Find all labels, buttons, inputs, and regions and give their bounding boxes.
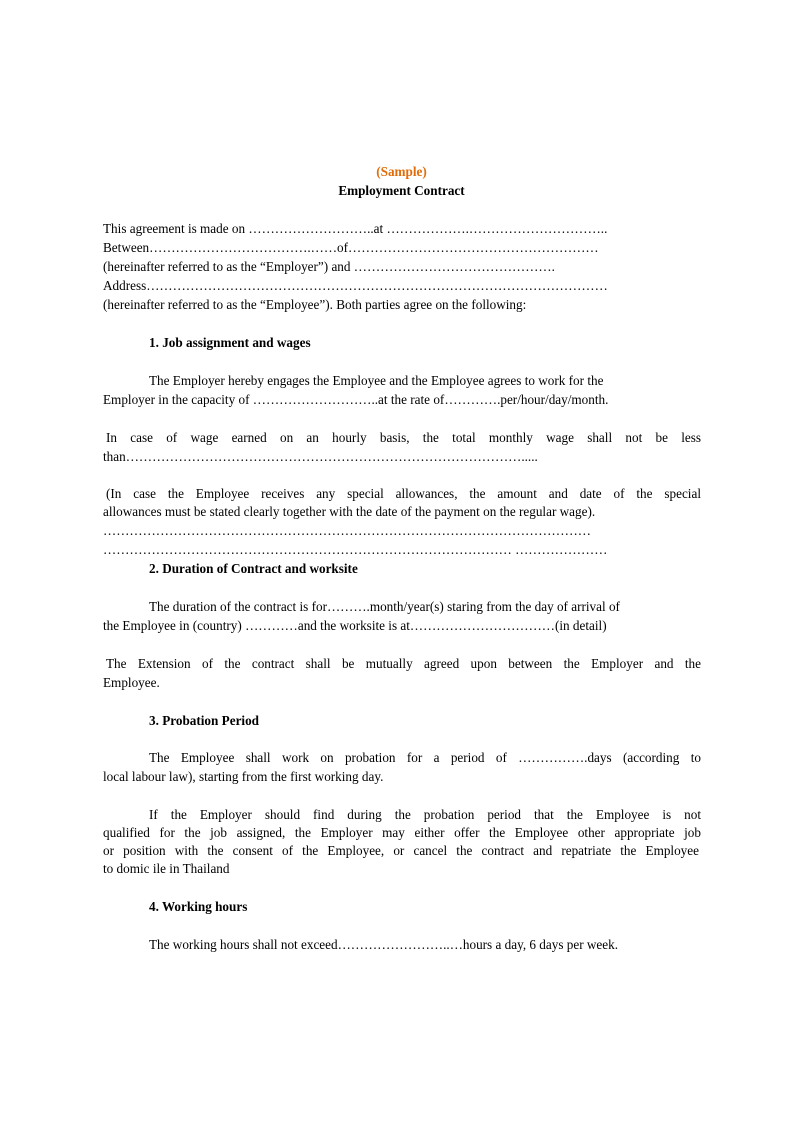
section-heading-probation: 3. Probation Period: [149, 713, 260, 728]
allowance-paragraph-line: …………………………………………………………………………………………………: [103, 523, 591, 538]
allowance-paragraph-line: ………………………………………………………………………………… …………………: [103, 542, 608, 557]
probation-paragraph-line: The Employee shall work on probation for a period of …………….days (according to: [149, 750, 701, 765]
probation-detail-line: to domic ile in Thailand: [103, 861, 230, 876]
section-heading-job-assignment: 1. Job assignment and wages: [149, 335, 311, 350]
job-paragraph-line: Employer in the capacity of ………………………..at the rate of………….per/hour/day/month.: [103, 392, 609, 407]
intro-line-between: Between……………………………….……of…………………………………………………: [103, 240, 599, 255]
intro-line-date: This agreement is made on ………………………..at ……………….…………………………..: [103, 221, 608, 236]
section-heading-working-hours: 4. Working hours: [149, 899, 248, 914]
section-heading-duration: 2. Duration of Contract and worksite: [149, 561, 358, 576]
intro-line-address: Address……………………………………………………………………………………………: [103, 278, 608, 293]
sample-label: (Sample): [376, 164, 427, 179]
job-paragraph-line: The Employer hereby engages the Employee and the Employee agrees to work for the: [149, 373, 604, 388]
duration-paragraph-line: The duration of the contract is for……….month/year(s) staring from the day of arrival of: [149, 599, 620, 614]
wage-paragraph-line: than……………………………………………………………………………….....: [103, 449, 538, 464]
working-hours-line: The working hours shall not exceed……………………..…hours a day, 6 days per week.: [149, 937, 619, 952]
extension-paragraph-line: Employee.: [103, 675, 160, 690]
document-title: Employment Contract: [338, 183, 465, 198]
allowance-paragraph-line: allowances must be stated clearly together with the date of the payment on the regular wage).: [103, 504, 596, 519]
intro-line-employee: (hereinafter referred to as the “Employee”). Both parties agree on the following:: [103, 297, 527, 312]
probation-detail-line: If the Employer should find during the probation period that the Employee is not: [149, 807, 701, 822]
probation-paragraph-line: local labour law), starting from the first working day.: [103, 769, 384, 784]
probation-detail-line: qualified for the job assigned, the Employer may either offer the Employee other appropriate job: [103, 825, 701, 840]
intro-line-employer: (hereinafter referred to as the “Employer”) and ……………………………………….: [103, 259, 555, 274]
wage-paragraph-line: In case of wage earned on an hourly basis, the total monthly wage shall not be less: [106, 430, 701, 445]
allowance-paragraph-line: (In case the Employee receives any special allowances, the amount and date of the special: [106, 486, 701, 501]
probation-detail-line: or position with the consent of the Employee, or cancel the contract and repatriate the Employee: [103, 843, 699, 858]
duration-paragraph-line: the Employee in (country) …………and the worksite is at……………………………(in detail): [103, 618, 607, 633]
extension-paragraph-line: The Extension of the contract shall be mutually agreed upon between the Employer and the: [106, 656, 701, 671]
